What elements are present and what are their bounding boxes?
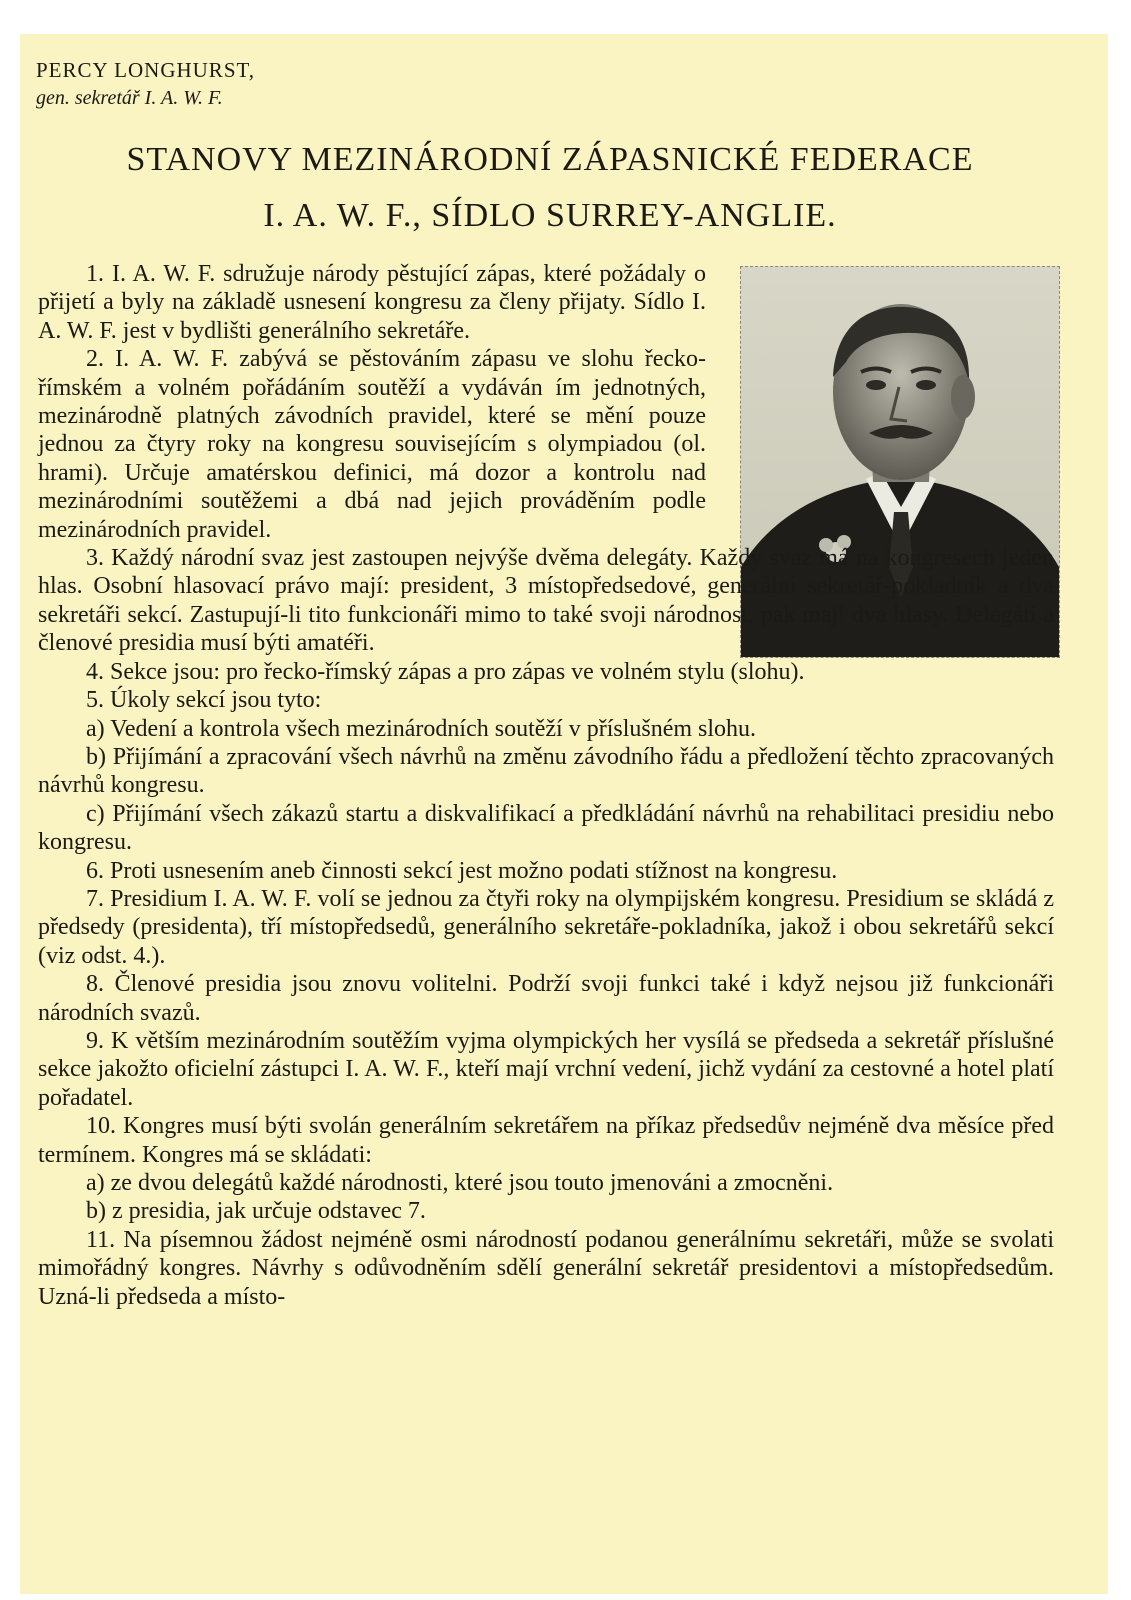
paragraph-10: 10. Kongres musí býti svolán generálním sekretářem na příkaz předsedův nejméně dva měsíce před termínem. Kongres má se skládati: — [38, 1113, 1054, 1168]
document-sheet — [20, 34, 1108, 1594]
paragraph-10b: b) z presidia, jak určuje odstavec 7. — [86, 1198, 426, 1225]
paragraph-11: 11. Na písemnou žádost nejméně osmi národností podanou generálnímu sekretáři, může se svolati mimořádný kongres. Návrhy s odůvodněním sdělí generální sekretář presidentovi a místopředsedům. Uzná-li předseda a místo- — [38, 1226, 1054, 1310]
paragraph-4: 4. Sekce jsou: pro řecko-římský zápas a pro zápas ve volném stylu (slohu). — [86, 658, 805, 685]
paragraph-5a: a) Vedení a kontrola všech mezinárodních soutěží v příslušném slohu. — [86, 715, 757, 742]
document-subtitle: I. A. W. F., SÍDLO SURREY-ANGLIE. — [263, 197, 837, 234]
paragraph-5b: b) Přijímání a zpracování všech návrhů na změnu závodního řádu a předložení těchto zpracovaných návrhů kongresu. — [38, 743, 1054, 799]
paragraph-5c: c) Přijímání všech zákazů startu a diskvalifikací a předkládání návrhů na rehabilitaci presidiu nebo kongresu. — [38, 800, 1054, 856]
paragraph-10a: a) ze dvou delegátů každé národnosti, které jsou touto jmenováni a zmocněni. — [86, 1170, 834, 1196]
paragraph-2: 2. I. A. W. F. zabývá se pěstováním zápasu ve slohu řecko-římském a volném pořádáním soutěží a vydáván ím jednotných, mezinárodně platných závodních pravidel, které se mění pouze jednou za čtyry roky na kongresu souvisejícím s olympiadou (ol. hrami). Určuje amatérskou definici, má dozor a kontrolu nad mezinárodními soutěžemi a dbá nad jejich prováděním podle mezinárodních pravidel. — [38, 346, 706, 543]
paragraph-6: 6. Proti usnesením aneb činnosti sekcí jest možno podati stížnost na kongresu. — [86, 857, 838, 884]
paragraph-5: 5. Úkoly sekcí jsou tyto: — [86, 687, 322, 714]
paragraph-3: 3. Každý národní svaz jest zastoupen nejvýše dvěma delegáty. Každý svaz má na kongresech jeden hlas. Osobní hlasovací právo mají: president, 3 místopředsedové, generální sekretář-pokladník a dva sekretáři sekcí. Zastupují-li tito funkcionáři mimo to také svoji národnost, pak mají dva hlasy. Delegáti a členové presidia musí býti amatéři. — [38, 545, 1054, 657]
paragraph-8: 8. Členové presidia jsou znovu volitelni. Podrží svoji funkci také i když nejsou již funkcionáři národních svazů. — [38, 971, 1054, 1026]
paragraph-7: 7. Presidium I. A. W. F. volí se jednou za čtyři roky na olympijském kongresu. Presidium se skládá z předsedy (presidenta), tří místopředsedů, generálního sekretáře-pokladníka, jakož i obou sekretářů sekcí (viz odst. 4.). — [38, 885, 1054, 969]
document-title: STANOVY MEZINÁRODNÍ ZÁPASNICKÉ FEDERACE — [126, 141, 974, 178]
paragraph-1: 1. I. A. W. F. sdružuje národy pěstující zápas, které požádaly o přijetí a byly na základě usnesení kongresu za členy přijaty. Sídlo I. A. W. F. jest v bydlišti generálního sekretáře. — [38, 261, 706, 344]
author-name: PERCY LONGHURST, — [36, 58, 256, 82]
paragraph-9: 9. K větším mezinárodním soutěžím vyjma olympických her vysílá se předseda a sekretář příslušné sekce jakožto oficielní zástupci I. A. W. F., kteří mají vrchní vedení, jichž vydání za cestovné a hotel platí pořadatel. — [38, 1027, 1054, 1111]
statutes-text — [38, 260, 1054, 1311]
author-role: gen. sekretář I. A. W. F. — [36, 87, 223, 109]
